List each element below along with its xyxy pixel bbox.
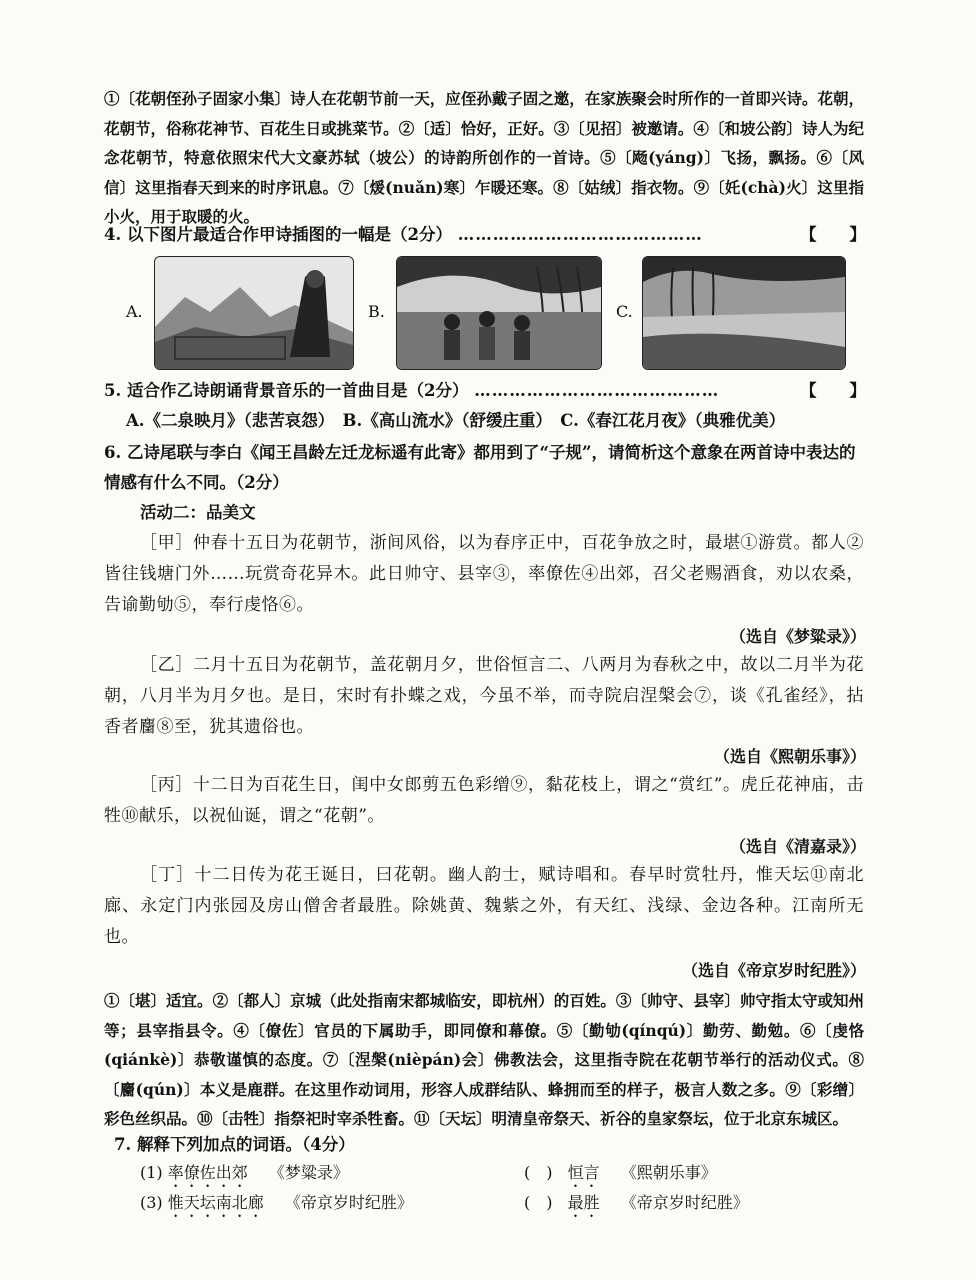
question-4-text: 4. 以下图片最适合作甲诗插图的一幅是（2分） [104, 225, 452, 244]
option-a-label: A. [126, 302, 143, 321]
question-6: 6. 乙诗尾联与李白《闻王昌龄左迁龙标遥有此寄》都用到了“子规”，请简析这个意象在两首诗中表达的情感有什么不同。（2分） [104, 443, 856, 492]
passage-jia: ［甲］仲春十五日为花朝节，浙间风俗，以为春序正中，百花争放之时，最堪①游赏。都人②皆往钱塘门外……玩赏奇花异木。此日帅守、县宰③，率僚佐④出郊，召父老赐酒食，劝以农桑，告谕勤劬⑤，奉行虔恪⑥。 [104, 533, 864, 615]
q7-item-3-phrase: 惟天坛南北廊 [167, 1193, 264, 1212]
option-c-image[interactable] [642, 256, 846, 370]
annotations-top: ①〔花朝侄孙子固家小集〕诗人在花朝节前一天，应侄孙戴子固之邀，在家族聚会时所作的一首即兴诗。花朝，花朝节，俗称花神节、百花生日或挑菜节。②〔适〕恰好，正好。③〔见招〕被邀请。④〔和坡公韵〕诗人为纪念花朝节，特意依照宋代大文豪苏轼（坡公）的诗韵所创作的一首诗。⑤〔飏(yáng)〕飞扬，飘扬。⑥〔风信〕这里指春天到来的时序讯息。⑦〔煖(nuǎn)寒〕乍暖还寒。⑧〔姑绒〕指衣物。⑨〔奼(chà)火〕这里指小火，用于取暖的火。 [104, 89, 864, 226]
option-a-image[interactable] [154, 256, 354, 370]
question-5-text: 5. 适合作乙诗朗诵背景音乐的一首曲目是（2分） [104, 381, 469, 400]
q7-item-4[interactable] [524, 1190, 749, 1221]
question-7: 7. 解释下列加点的词语。（4分） [114, 1135, 355, 1154]
q7-item-1-number: (1) [140, 1163, 163, 1182]
q7-item-4-number: ( ) [524, 1193, 553, 1212]
q7-item-2[interactable] [524, 1160, 717, 1191]
option-b-image[interactable] [396, 256, 602, 370]
lakeside-willow-illustration [643, 257, 845, 369]
mountain-poet-illustration [155, 257, 353, 369]
passage-bing: ［丙］十二日为百花生日，闺中女郎剪五色彩缯⑨，黏花枝上，谓之“赏红”。虎丘花神庙，击牲⑩献乐，以祝仙诞，谓之“花朝”。 [104, 775, 864, 826]
passage-yi-source: （选自《熙朝乐事》） [713, 747, 866, 766]
willow-gathering-illustration [397, 257, 601, 369]
q7-item-3[interactable] [140, 1190, 413, 1221]
passage-ding-source: （选自《帝京岁时纪胜》） [681, 961, 866, 980]
q7-item-3-source: 《帝京岁时纪胜》 [284, 1193, 413, 1212]
question-5 [104, 376, 864, 406]
q7-item-2-phrase: 恒言 [567, 1163, 600, 1182]
passage-yi: ［乙］二月十五日为花朝节，盖花朝月夕，世俗恒言二、八两月为春秋之中，故以二月半为花朝，八月半为月夕也。是日，宋时有扑蝶之戏，今虽不举，而寺院启涅槃会⑦，谈《孔雀经》，拈香者麕⑧至，犹其遗俗也。 [104, 655, 864, 737]
q7-item-2-number: ( ) [524, 1163, 553, 1182]
activity-2-heading: 活动二：品美文 [140, 503, 256, 522]
passage-ding: ［丁］十二日传为花王诞日，曰花朝。幽人韵士，赋诗唱和。春早时赏牡丹，惟天坛⑪南北廊、永定门内张园及房山僧舍者最胜。除姚黄、魏紫之外，有天红、浅绿、金边各种。江南所无也。 [104, 865, 864, 947]
question-5-options: A.《二泉映月》（悲苦哀怨） B.《高山流水》（舒缓庄重） C.《春江花月夜》（典雅优美） [126, 411, 786, 430]
question-4-answer-bracket[interactable]: 【 】 [800, 225, 866, 244]
option-b-label: B. [368, 302, 385, 321]
q7-item-4-source: 《帝京岁时纪胜》 [620, 1193, 749, 1212]
q7-item-1[interactable] [140, 1160, 349, 1191]
question-4 [104, 220, 864, 250]
q7-item-3-number: (3) [140, 1193, 163, 1212]
passage-bing-source: （选自《清嘉录》） [729, 837, 866, 856]
q7-item-1-source: 《梦粱录》 [268, 1163, 349, 1182]
option-c-label: C. [616, 302, 633, 321]
q7-item-1-phrase: 率僚佐出郊 [167, 1163, 248, 1182]
question-4-leader: …………………………………… [457, 225, 703, 244]
question-5-leader: …………………………………… [474, 381, 720, 400]
q7-item-2-source: 《熙朝乐事》 [620, 1163, 717, 1182]
q7-item-4-phrase: 最胜 [567, 1193, 600, 1212]
passage-jia-source: （选自《梦粱录》） [729, 627, 866, 646]
question-5-answer-bracket[interactable]: 【 】 [800, 381, 866, 400]
annotations-bottom: ①〔堪〕适宜。②〔都人〕京城（此处指南宋都城临安，即杭州）的百姓。③〔帅守、县宰〕帅守指太守或知州等；县宰指县令。④〔僚佐〕官员的下属助手，即同僚和幕僚。⑤〔勤劬(qínqú)〕勤劳、勤勉。⑥〔虔恪(qiánkè)〕恭敬谨慎的态度。⑦〔涅槃(nièpán)会〕佛教法会，这里指寺院在花朝节举行的活动仪式。⑧〔麕(qún)〕本义是鹿群。在这里作动词用，形容人成群结队、蜂拥而至的样子，极言人数之多。⑨〔彩缯〕彩色丝织品。⑩〔击牲〕指祭祀时宰杀牲畜。⑪〔天坛〕明清皇帝祭天、祈谷的皇家祭坛，位于北京东城区。 [104, 991, 864, 1128]
